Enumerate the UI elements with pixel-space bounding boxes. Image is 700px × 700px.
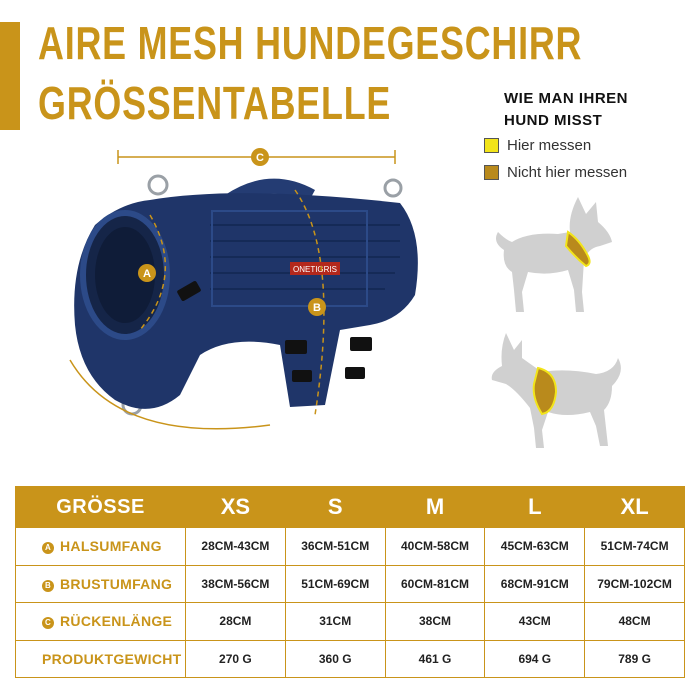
- table-cell: 28CM: [186, 603, 286, 641]
- buckle-icon: [292, 370, 312, 382]
- how-to-measure-title-line1: WIE MAN IHREN: [504, 90, 628, 107]
- badge-b-icon: B: [42, 580, 54, 592]
- table-cell: 461 G: [385, 640, 485, 678]
- table-cell: 51CM-69CM: [285, 565, 385, 603]
- table-cell: 60CM-81CM: [385, 565, 485, 603]
- table-cell: 694 G: [485, 640, 585, 678]
- d-ring-icon: [385, 180, 401, 196]
- table-cell: 28CM-43CM: [186, 528, 286, 566]
- table-cell: 43CM: [485, 603, 585, 641]
- table-cell: 68CM-91CM: [485, 565, 585, 603]
- marker-c-label: C: [256, 152, 264, 164]
- row-label-chest: B BRUSTUMFANG: [16, 565, 186, 603]
- badge-c-icon: C: [42, 617, 54, 629]
- table-row-chest: [16, 565, 685, 603]
- header-xl: XL: [585, 487, 685, 528]
- table-cell: 36CM-51CM: [285, 528, 385, 566]
- buckle-icon: [285, 340, 307, 354]
- legend-item-not-here: [484, 164, 627, 181]
- table-row-weight: [16, 640, 685, 678]
- legend-item-measure-here: [484, 137, 591, 154]
- table-cell: 48CM: [585, 603, 685, 641]
- header-l: L: [485, 487, 585, 528]
- row-label-weight: PRODUKTGEWICHT: [16, 640, 186, 678]
- size-table: [15, 486, 685, 678]
- page-subtitle: GRÖSSENTABELLE: [38, 77, 392, 129]
- marker-a-label: A: [143, 268, 151, 280]
- table-cell: 31CM: [285, 603, 385, 641]
- table-cell: 38CM-56CM: [186, 565, 286, 603]
- legend-label: Hier messen: [507, 137, 592, 154]
- table-cell: 789 G: [585, 640, 685, 678]
- table-row-back: [16, 603, 685, 641]
- brand-label: ONETIGRIS: [292, 265, 338, 274]
- how-to-measure-title-line2: HUND MISST: [504, 112, 603, 129]
- header-s: S: [285, 487, 385, 528]
- table-cell: 79CM-102CM: [585, 565, 685, 603]
- harness-illustration: [40, 145, 470, 455]
- table-cell: 270 G: [186, 640, 286, 678]
- table-row-neck: [16, 528, 685, 566]
- how-to-measure-title: [504, 88, 664, 132]
- table-cell: 38CM: [385, 603, 485, 641]
- row-label-back: C RÜCKENLÄNGE: [16, 603, 186, 641]
- dog-chest-silhouette-icon: [486, 328, 628, 453]
- header-size: GRÖSSE: [16, 487, 186, 528]
- header-m: M: [385, 487, 485, 528]
- buckle-icon: [345, 367, 365, 379]
- table-cell: 360 G: [285, 640, 385, 678]
- header-xs: XS: [186, 487, 286, 528]
- dog-neck-silhouette-icon: [488, 192, 628, 317]
- buckle-icon: [350, 337, 372, 351]
- table-cell: 40CM-58CM: [385, 528, 485, 566]
- row-label-neck: A HALSUMFANG: [16, 528, 186, 566]
- yellow-swatch-icon: [484, 138, 499, 153]
- page-title: AIRE MESH HUNDEGESCHIRR: [38, 17, 583, 69]
- legend-label: Nicht hier messen: [507, 164, 628, 181]
- table-header-row: [16, 487, 685, 528]
- accent-bar: [0, 22, 20, 130]
- badge-a-icon: A: [42, 542, 54, 554]
- gold-swatch-icon: [484, 165, 499, 180]
- table-cell: 51CM-74CM: [585, 528, 685, 566]
- marker-b-label: B: [313, 302, 321, 314]
- table-cell: 45CM-63CM: [485, 528, 585, 566]
- d-ring-icon: [149, 176, 167, 194]
